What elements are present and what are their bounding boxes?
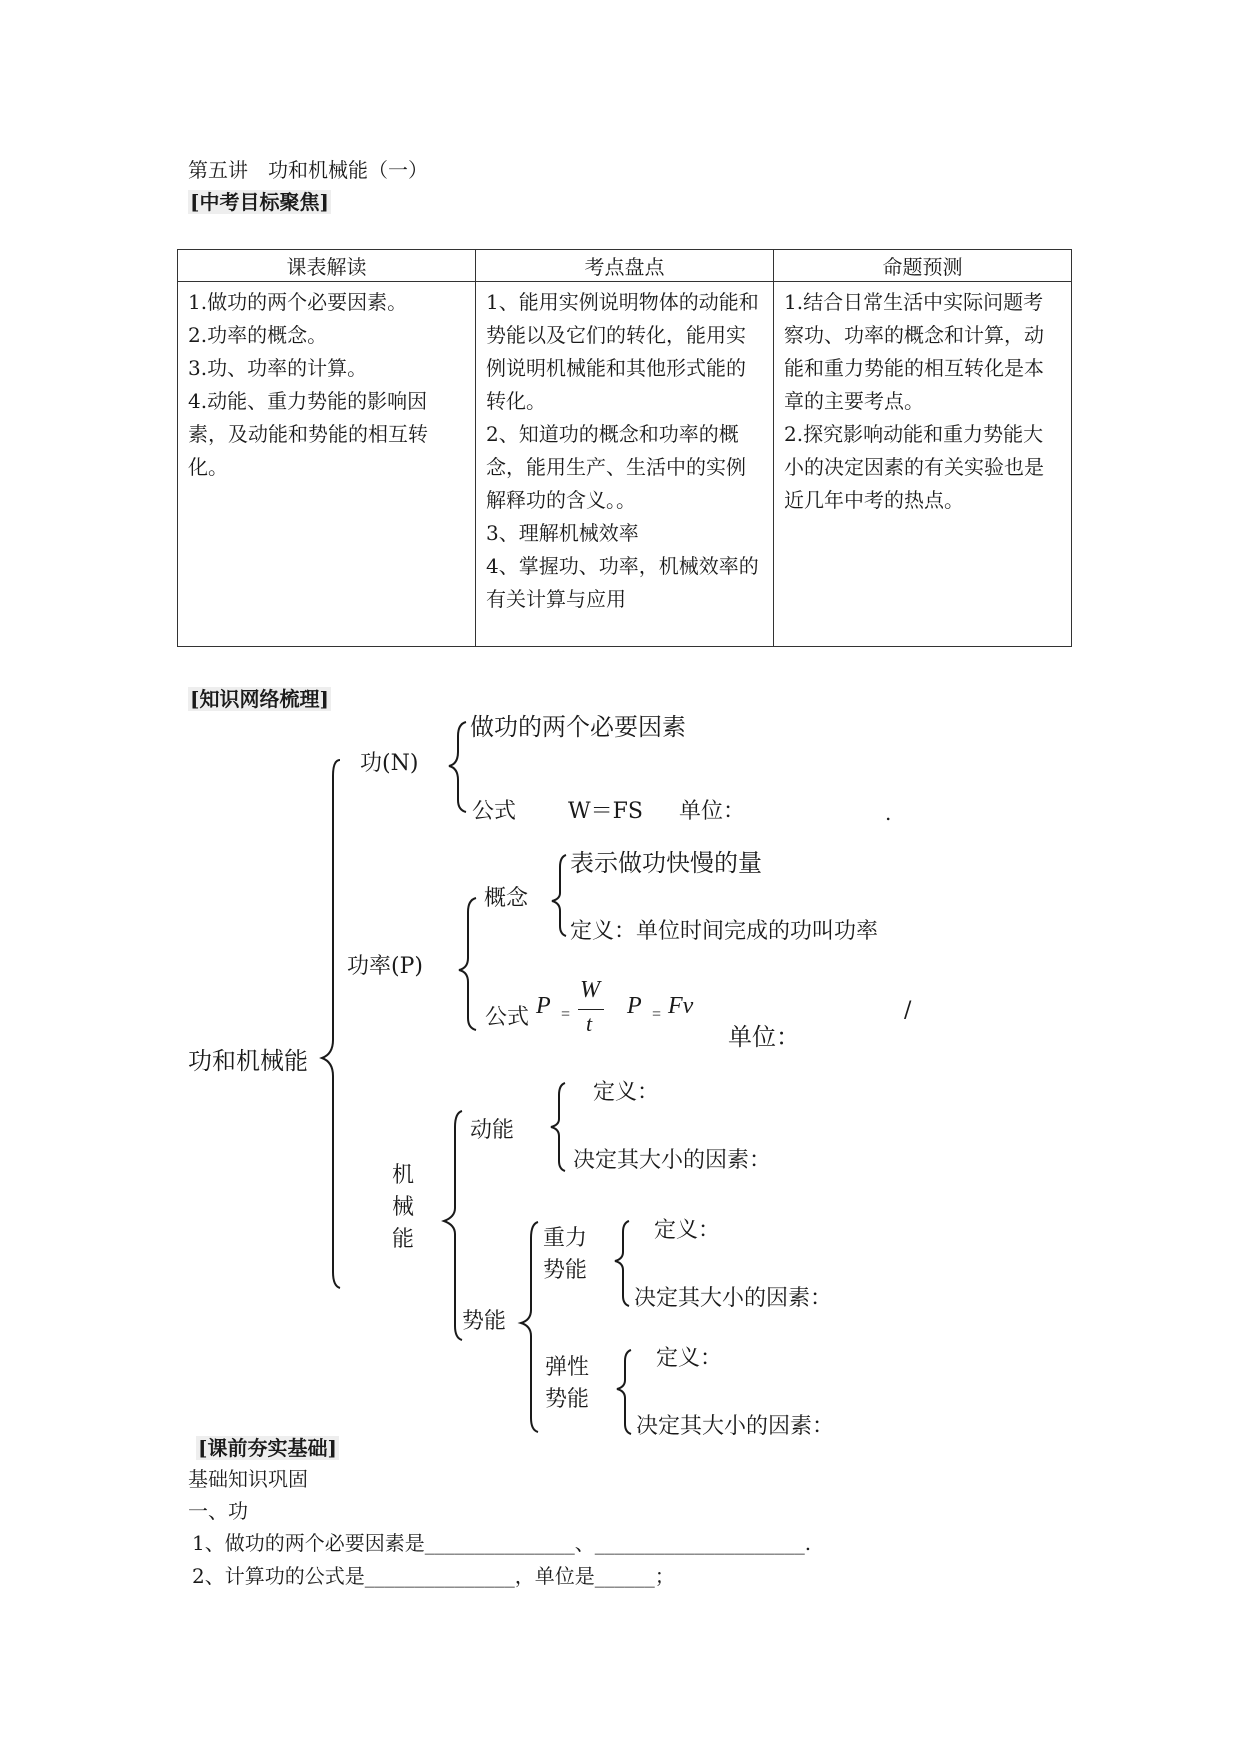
power-formula-label: 公式 [485, 1005, 530, 1030]
mech-label-3: 能 [392, 1227, 415, 1252]
work-formula: W＝FS [568, 799, 643, 824]
question-2: 2、计算功的公式是_______________，单位是______； [192, 1564, 675, 1588]
list-item: 2.探究影响动能和重力势能大小的决定因素的有关实验也是近几年中考的热点。 [784, 422, 1044, 512]
kinetic-factors: 决定其大小的因素： [573, 1148, 772, 1173]
table-header-cell: 课表解读 [178, 250, 476, 282]
elastic-pe-label-1: 弹性 [545, 1355, 590, 1380]
power-unit: 单位： [728, 1023, 800, 1051]
brace-ke [551, 1083, 565, 1171]
kinetic-energy-label: 动能 [470, 1118, 515, 1143]
power-formula-fv: Fv [668, 993, 694, 1019]
potential-energy-label: 势能 [462, 1309, 507, 1334]
brace-root [322, 760, 340, 1288]
list-item: 2.功率的概念。 [188, 323, 328, 347]
mech-label-1: 机 [392, 1163, 415, 1188]
basics-part-heading: 一、功 [188, 1499, 248, 1523]
power-definition: 定义：单位时间完成的功叫功率 [570, 919, 879, 944]
brace-power [459, 898, 476, 1030]
list-item: 1、能用实例说明物体的动能和势能以及它们的转化，能用实例说明机械能和其他形式能的转化。 [486, 290, 759, 413]
list-item: 3.功、功率的计算。 [188, 356, 368, 380]
brace-elastic [617, 1350, 631, 1434]
power-label: 功率(P) [347, 954, 423, 979]
work-label: 功(N) [360, 751, 419, 776]
work-unit: 单位： [679, 799, 746, 824]
elastic-pe-factors: 决定其大小的因素： [636, 1414, 835, 1439]
power-formula-numerator: W [580, 977, 600, 1003]
work-formula-label: 公式 [472, 799, 517, 824]
power-fraction-line [578, 1009, 604, 1010]
elastic-pe-label-2: 势能 [545, 1387, 590, 1412]
gravity-pe-factors: 决定其大小的因素： [634, 1286, 833, 1311]
brace-gravity [615, 1221, 629, 1306]
section-heading-network-text: [知识网络梳理] [190, 687, 329, 711]
list-item: 4.动能、重力势能的影响因素，及动能和势能的相互转化。 [188, 389, 428, 479]
mech-label-2: 械 [392, 1195, 415, 1220]
list-item: 1.做功的两个必要因素。 [188, 290, 408, 314]
elastic-pe-def: 定义： [656, 1346, 723, 1371]
power-formula-p2: P [627, 993, 642, 1019]
gravity-pe-def: 定义： [654, 1218, 721, 1243]
table-header-cell: 命题预测 [774, 250, 1072, 282]
table-header-cell: 考点盘点 [476, 250, 774, 282]
power-formula-denominator: t [586, 1011, 593, 1036]
gravity-pe-label-1: 重力 [543, 1226, 588, 1251]
work-factors: 做功的两个必要因素 [470, 713, 686, 741]
power-concept-meaning: 表示做功快慢的量 [570, 849, 762, 877]
work-dot: . [885, 801, 892, 825]
power-concept-label: 概念 [484, 886, 529, 911]
page-title: 第五讲 功和机械能（一） [188, 158, 428, 182]
tree-root-label: 功和机械能 [188, 1047, 308, 1075]
kinetic-def: 定义： [593, 1080, 660, 1105]
power-formula-p1: P [536, 993, 551, 1019]
question-1: 1、做功的两个必要因素是_______________、_____________________. [192, 1531, 812, 1555]
brace-pe [521, 1222, 538, 1432]
section-heading-basics [196, 1432, 339, 1461]
power-formula-eq2: = [651, 1006, 662, 1023]
list-item: 1.结合日常生活中实际问题考察功、功率的概念和计算，动能和重力势能的相互转化是本章的主要考点。 [784, 290, 1044, 413]
gravity-pe-label-2: 势能 [543, 1258, 588, 1283]
list-item: 3、理解机械效率 [486, 521, 639, 545]
brace-work [449, 722, 466, 812]
power-slash: / [904, 998, 912, 1023]
brace-concept [552, 855, 566, 936]
power-formula-eq1: = [560, 1006, 571, 1023]
list-item: 4、掌握功、功率，机械效率的有关计算与应用 [486, 554, 759, 611]
list-item: 2、知道功的概念和功率的概念，能用生产、生活中的实例解释功的含义。。 [486, 422, 746, 512]
section-heading-basics-text: [课前夯实基础] [198, 1436, 337, 1460]
brace-mech [444, 1111, 462, 1340]
basics-subtitle: 基础知识巩固 [188, 1467, 308, 1491]
section-heading-goals-text: [中考目标聚焦] [190, 190, 329, 214]
